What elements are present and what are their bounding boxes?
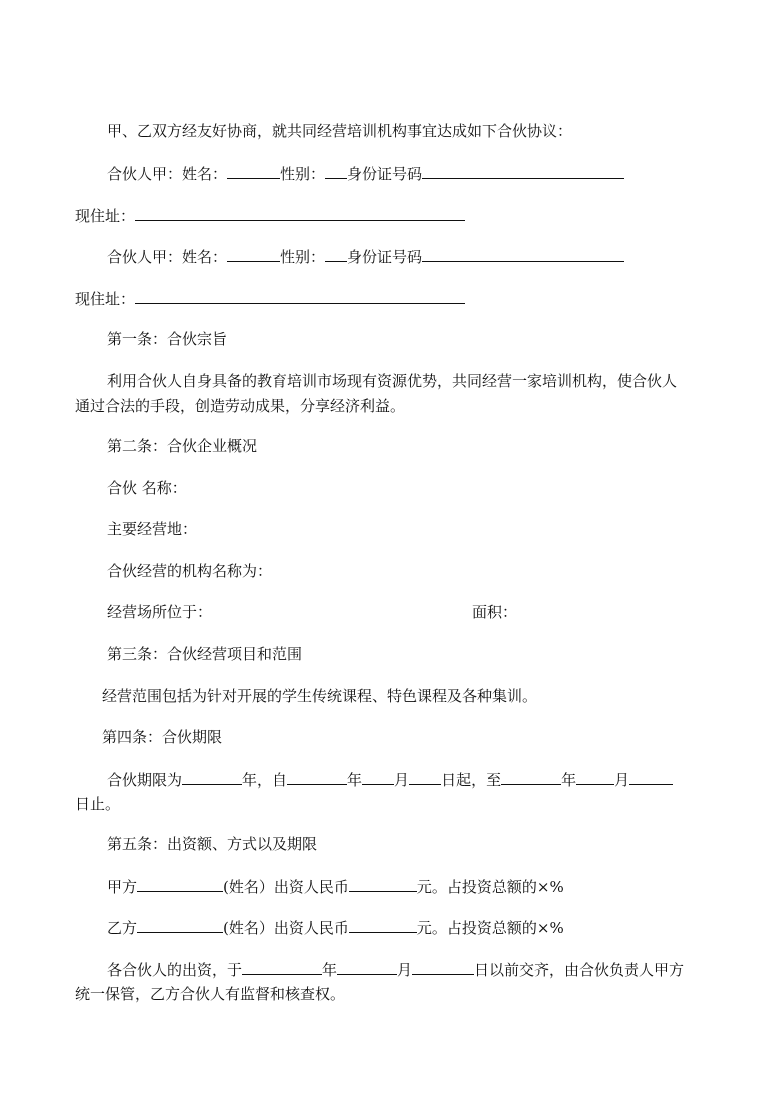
article4-title: 第四条：合伙期限 <box>102 728 223 746</box>
party-b-name-field[interactable] <box>137 917 223 933</box>
site-location-label: 经营场所位于： <box>107 603 213 621</box>
term-label: 合伙期限为 <box>107 771 183 789</box>
party-b-share-label: 元。占投资总额的×% <box>416 919 564 937</box>
party-a-amount-field[interactable] <box>349 876 417 892</box>
party-b-contribution-line <box>107 917 564 938</box>
payment-month-field[interactable] <box>337 959 397 975</box>
partner2-id-field[interactable] <box>422 246 624 262</box>
partnership-name-label: 合伙 名称： <box>107 479 187 497</box>
partner2-name-label: 合伙人甲：姓名： <box>107 248 228 266</box>
payment-deadline-label: 日以前交齐，由合伙负责人甲方 <box>474 961 685 979</box>
start-year-label: 年 <box>347 771 363 789</box>
partner2-info-line <box>107 246 624 267</box>
end-month-field[interactable] <box>576 769 614 785</box>
party-b-label: 乙方 <box>107 919 138 937</box>
institution-name-label: 合伙经营的机构名称为： <box>107 562 273 580</box>
party-a-contribution-label: (姓名）出资人民币 <box>223 878 349 896</box>
partner2-address-field[interactable] <box>135 288 465 304</box>
start-day-label: 日起，至 <box>441 771 502 789</box>
term-end-label: 日止。 <box>75 795 121 813</box>
article5-title: 第五条：出资额、方式以及期限 <box>107 835 318 853</box>
start-month-field[interactable] <box>362 769 394 785</box>
partner1-gender-field[interactable] <box>325 163 347 179</box>
partner1-address-label: 现住址： <box>75 207 136 225</box>
party-b-amount-field[interactable] <box>349 917 417 933</box>
party-a-contribution-line <box>107 876 564 897</box>
party-b-contribution-label: (姓名）出资人民币 <box>223 919 349 937</box>
partner2-id-label: 身份证号码 <box>347 248 423 266</box>
partner2-gender-field[interactable] <box>325 246 347 262</box>
start-day-field[interactable] <box>409 769 441 785</box>
partner1-info-line <box>107 163 624 184</box>
payment-day-field[interactable] <box>412 959 474 975</box>
end-day-field[interactable] <box>629 769 673 785</box>
partner1-address-line <box>75 205 465 226</box>
partner1-id-label: 身份证号码 <box>347 165 423 183</box>
article3-body: 经营范围包括为针对开展的学生传统课程、特色课程及各种集训。 <box>102 687 538 705</box>
partner1-id-field[interactable] <box>422 163 624 179</box>
end-year-label: 年 <box>561 771 577 789</box>
article3-title: 第三条：合伙经营项目和范围 <box>107 645 303 663</box>
payment-year-field[interactable] <box>242 959 322 975</box>
term-line <box>107 769 673 790</box>
partner1-gender-label: 性别： <box>280 165 326 183</box>
article1-body-line1: 利用合伙人自身具备的教育培训市场现有资源优势，共同经营一家培训机构，使合伙人 <box>107 372 678 390</box>
partner1-name-label: 合伙人甲：姓名： <box>107 165 228 183</box>
payment-label: 各合伙人的出资，于 <box>107 961 243 979</box>
end-month-label: 月 <box>614 771 630 789</box>
intro-paragraph: 甲、乙双方经友好协商，就共同经营培训机构事宜达成如下合伙协议： <box>107 122 573 140</box>
party-a-label: 甲方 <box>107 878 138 896</box>
start-month-label: 月 <box>394 771 410 789</box>
area-label: 面积： <box>472 603 518 621</box>
party-a-share-label: 元。占投资总额的×% <box>416 878 564 896</box>
partner2-address-label: 现住址： <box>75 290 136 308</box>
partner2-gender-label: 性别： <box>280 248 326 266</box>
payment-month-label: 月 <box>397 961 413 979</box>
term-years-field[interactable] <box>182 769 242 785</box>
custody-line: 统一保管，乙方合伙人有监督和核查权。 <box>75 985 346 1003</box>
partner2-name-field[interactable] <box>227 246 280 262</box>
article1-title: 第一条：合伙宗旨 <box>107 330 228 348</box>
payment-year-label: 年 <box>322 961 338 979</box>
end-year-field[interactable] <box>501 769 561 785</box>
start-year-field[interactable] <box>287 769 347 785</box>
payment-deadline-line <box>107 959 684 980</box>
partner2-address-line <box>75 288 465 309</box>
main-location-label: 主要经营地： <box>107 520 198 538</box>
article1-body-line2: 通过合法的手段，创造劳动成果，分享经济利益。 <box>75 397 406 415</box>
party-a-name-field[interactable] <box>137 876 223 892</box>
article2-title: 第二条：合伙企业概况 <box>107 437 258 455</box>
partner1-address-field[interactable] <box>135 205 465 221</box>
term-year-from-label: 年，自 <box>242 771 288 789</box>
partner1-name-field[interactable] <box>227 163 280 179</box>
